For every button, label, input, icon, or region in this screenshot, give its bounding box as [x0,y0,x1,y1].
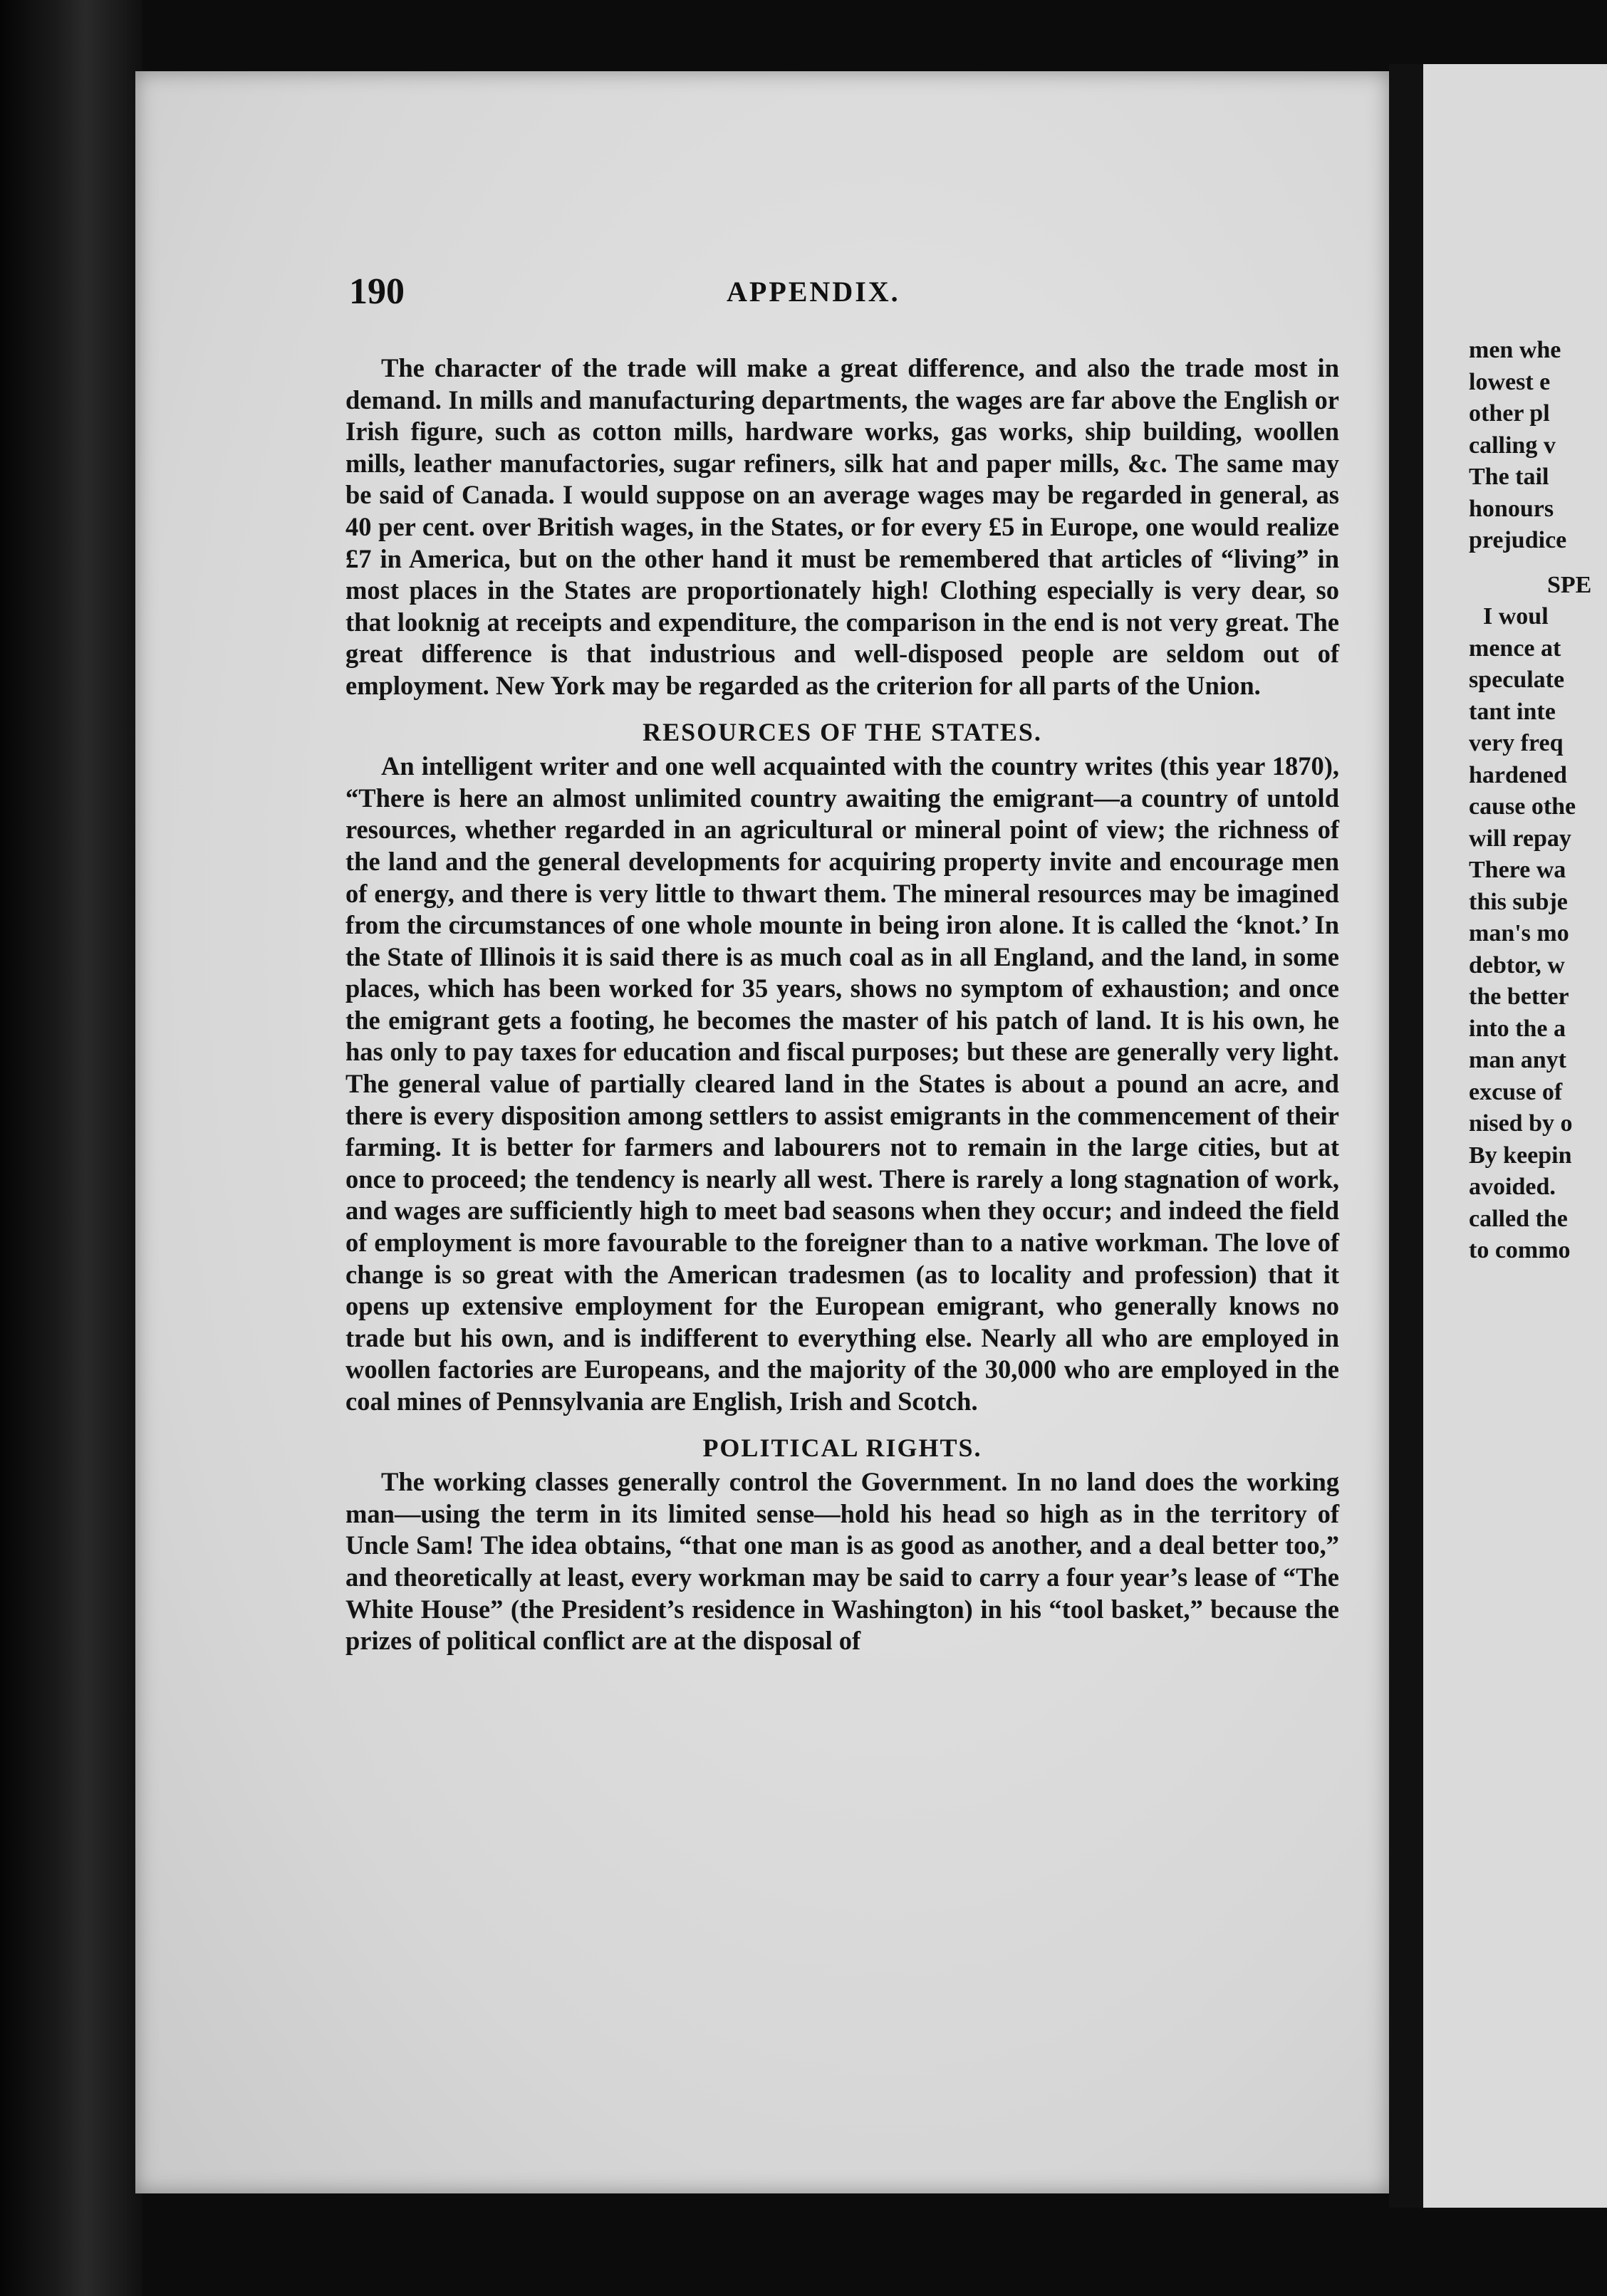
facing-line: will repay [1469,825,1571,852]
facing-line: this subje [1469,888,1568,915]
facing-line: SPE [1547,571,1592,598]
facing-line: cause othe [1469,793,1576,820]
facing-line: debtor, w [1469,951,1565,979]
facing-line: There wa [1469,857,1566,883]
political-heading: POLITICAL RIGHTS. [702,1433,982,1462]
facing-line: By keepin [1469,1142,1572,1169]
facing-line: mence at [1469,635,1561,662]
facing-line: other pl [1469,400,1550,427]
facing-line: avoided. [1469,1174,1556,1200]
facing-line: prejudice [1469,527,1567,553]
page-number: 190 [349,271,405,312]
intro-paragraph: The character of the trade will make a great difference, and also the trade most in demand. In mills and manufacturing departments, the wages are far above the English or Irish figure, such as cotton mills, hardware works, gas works, ship building, woollen mills, leather manufactories, sugar refiners, silk hat and paper mills, &c. The same may be said of Canada. I would suppose on an average wages may be regarded in general, as 40 per cent. over British wages, in the States, or for every £5 in Europe, one would realize £7 in America, but on the other hand it must be remembered that articles of “living” in most places in the States are proportionately high! Clothing especially is very dear, so that looknig at receipts and expenditure, the comparison in the end is not very great. The great difference is that industrious and well-disposed people are seldom out of employment. New York may be regarded as the criterion for all parts of the Union. [345,353,1339,700]
political-paragraph: The working classes generally control the Government. In no land does the working man—using the term in its limited sense—hold his head so high as in the territory of Uncle Sam! The idea obtains, “that one man is as good as another, and a deal better too,” and theoretically at least, every workman may be said to carry a four year’s lease of “The White House” (the President’s residence in Washington) in his “tool basket,” because the prizes of political conflict are at the disposal of [345,1467,1339,1656]
facing-line: hardened [1469,761,1567,788]
facing-line: man's mo [1469,920,1569,946]
facing-line: to commo [1469,1237,1571,1263]
facing-line: calling v [1469,432,1556,459]
facing-line: lowest e [1469,368,1551,395]
scan-left-edge [0,0,142,2296]
facing-line: honours [1469,495,1554,522]
facing-line: into the a [1469,1015,1566,1042]
resources-paragraph: An intelligent writer and one well acquainted with the country writes (this year 1870), “There is here an almost unlimited country awaiting the emigrant—a country of untold resources, whether regarded in an agricultural or mineral point of view; the richness of the land and the general developments for acquiring property invite and encourage men of energy, and there is very little to thwart them. The mineral resources may be imagined from the circumstances of one whole mounte in being iron alone. It is called the ‘knot.’ In the State of Illinois it is said there is as much coal as in all England, and the land, in some places, which has been worked for 35 years, shows no symptom of exhaustion; and once the emigrant gets a footing, he becomes the master of his patch of land. It is his own, he has only to pay taxes for education and fiscal purposes; but these are generally very light. The general value of partially cleared land in the States is about a pound an acre, and there is every disposition among settlers to assist emigrants in the commencement of their farming. It is better for farmers and labourers not to remain in the large cities, but at once to proceed; the tendency is nearly all west. There is rarely a long stagnation of work, and wages are sufficiently high to meet bad seasons when they occur; and indeed the field of employment is more favourable to the foreigner than to a native workman. The love of change is so great with the American tradesmen (as to locality and profession) that it opens up extensive employment for the European emigrant, who generally knows no trade but his own, and is indifferent to everything else. Nearly all who are employed in woollen factories are Europeans, and the majority of the 30,000 who are employed in the coal mines of Pennsylvania are English, Irish and Scotch. [345,751,1339,1416]
facing-line: men whe [1469,337,1561,363]
facing-line: man anyt [1469,1047,1566,1073]
facing-page-text [1469,335,1607,1267]
page-header [349,271,1361,335]
facing-line: excuse of [1469,1078,1563,1105]
facing-line: called the [1469,1205,1568,1232]
resources-heading: RESOURCES OF THE STATES. [643,717,1042,746]
facing-line: I woul [1483,603,1549,630]
facing-line: very freq [1469,730,1564,756]
facing-line: speculate [1469,667,1565,693]
body-text [345,353,1339,1657]
facing-line: nised by o [1469,1110,1573,1137]
running-head: APPENDIX. [727,276,900,308]
facing-line: The tail [1469,464,1549,490]
book-gutter [1389,64,1423,2208]
facing-line: the better [1469,983,1569,1010]
facing-line: tant inte [1469,698,1556,725]
